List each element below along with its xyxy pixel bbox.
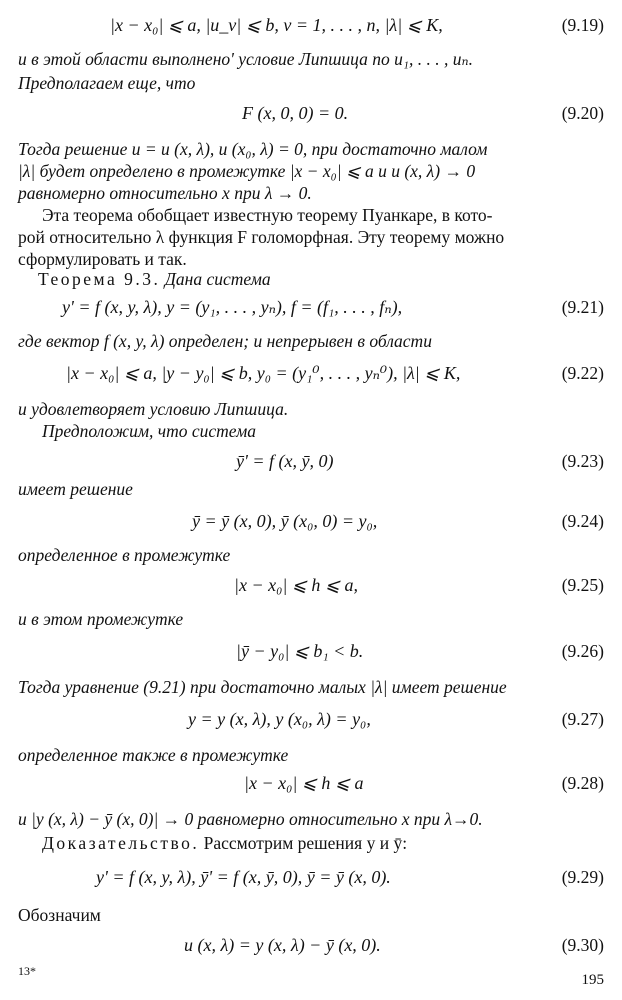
equation — [62, 296, 402, 318]
proof-text: Рассмотрим решения y и ȳ: — [203, 833, 408, 853]
equation-number: (9.19) — [561, 15, 604, 35]
equation-text: F (x, 0, 0) = 0. — [242, 103, 349, 123]
equation-number: (9.22) — [561, 363, 604, 383]
equation — [236, 640, 363, 662]
italic-text-line: определенное в промежутке — [18, 545, 231, 565]
italic-text-line: и в этой области выполнено' условие Липшица по u₁, . . . , uₙ. — [18, 49, 473, 69]
text-line: Обозначим — [18, 905, 101, 925]
equation-text: |x − x₀| ⩽ a, |u_ν| ⩽ b, ν = 1, . . . , n, |λ| ⩽ K, — [110, 15, 443, 35]
text-line: сформулировать и так. — [18, 249, 187, 269]
equation — [192, 510, 377, 532]
equation-number: (9.30) — [561, 935, 604, 955]
equation-text: y' = f (x, y, λ), y = (y₁, . . . , yₙ), f = (f₁, . . . , fₙ), — [62, 297, 403, 317]
italic-text-line: и в этом промежутке — [18, 609, 184, 629]
equation-text: y = y (x, λ), y (x₀, λ) = y₀, — [188, 709, 371, 729]
equation-number: (9.29) — [561, 867, 604, 887]
italic-text-line: Предположим, что система — [42, 421, 257, 441]
equation-text: ȳ = ȳ (x, 0), ȳ (x₀, 0) = y₀, — [192, 511, 378, 531]
equation — [188, 708, 371, 730]
italic-text-line: Предполагаем еще, что — [18, 73, 196, 93]
page-number: 195 — [581, 972, 604, 988]
italic-text-line: определенное также в промежутке — [18, 745, 289, 765]
equation — [242, 102, 348, 124]
italic-text-line: и удовлетворяет условию Липшица. — [18, 399, 289, 419]
equation — [184, 934, 381, 956]
italic-text-line: Тогда решение u = u (x, λ), u (x₀, λ) = 0, при достаточно малом — [18, 139, 488, 159]
equation — [96, 866, 391, 888]
theorem-text: Дана система — [164, 269, 271, 289]
equation-text: ȳ' = f (x, ȳ, 0) — [236, 451, 334, 471]
italic-text-line: равномерно относительно x при λ → 0. — [18, 183, 312, 203]
equation-text: |x − x₀| ⩽ a, |y − y₀| ⩽ b, y₀ = (y₁⁰, . . . , yₙ⁰), |λ| ⩽ K, — [66, 363, 461, 383]
equation-number: (9.26) — [561, 641, 604, 661]
equation-number: (9.24) — [561, 511, 604, 531]
text-line: Эта теорема обобщает известную теорему Пуанкаре, в кото- — [42, 205, 493, 225]
equation-number: (9.25) — [561, 575, 604, 595]
equation-text: y' = f (x, y, λ), ȳ' = f (x, ȳ, 0), ȳ = ȳ (x, 0). — [96, 867, 391, 887]
equation — [110, 14, 443, 36]
equation-number: (9.23) — [561, 451, 604, 471]
equation — [244, 772, 363, 794]
equation — [66, 362, 460, 384]
equation-text: |x − x₀| ⩽ h ⩽ a — [244, 773, 364, 793]
equation-text: |ȳ − y₀| ⩽ b₁ < b. — [236, 641, 364, 661]
italic-text-line: где вектор f (x, y, λ) определен; и непрерывен в области — [18, 331, 432, 351]
equation-text: |x − x₀| ⩽ h ⩽ a, — [234, 575, 358, 595]
equation-number: (9.28) — [561, 773, 604, 793]
text-line: рой относительно λ функция F голоморфная. Эту теорему можно — [18, 227, 505, 247]
italic-text-line: имеет решение — [18, 479, 133, 499]
proof-label: Доказательство. — [42, 833, 200, 853]
equation-text: u (x, λ) = y (x, λ) − ȳ (x, 0). — [184, 935, 381, 955]
equation-number: (9.20) — [561, 103, 604, 123]
signature-mark: 13* — [18, 964, 36, 978]
proof-heading — [42, 832, 407, 854]
italic-text-line: |λ| будет определено в промежутке |x − x₀| ⩽ a и u (x, λ) → 0 — [18, 161, 476, 181]
equation — [236, 450, 333, 472]
theorem-label: Теорема 9.3. — [38, 269, 161, 289]
italic-text-line: Тогда уравнение (9.21) при достаточно малых |λ| имеет решение — [18, 677, 507, 697]
equation-number: (9.27) — [561, 709, 604, 729]
equation — [234, 574, 358, 596]
theorem-heading — [38, 268, 271, 290]
equation-number: (9.21) — [561, 297, 604, 317]
italic-text-line: и |y (x, λ) − ȳ (x, 0)| → 0 равномерно относительно x при λ→0. — [18, 809, 483, 829]
